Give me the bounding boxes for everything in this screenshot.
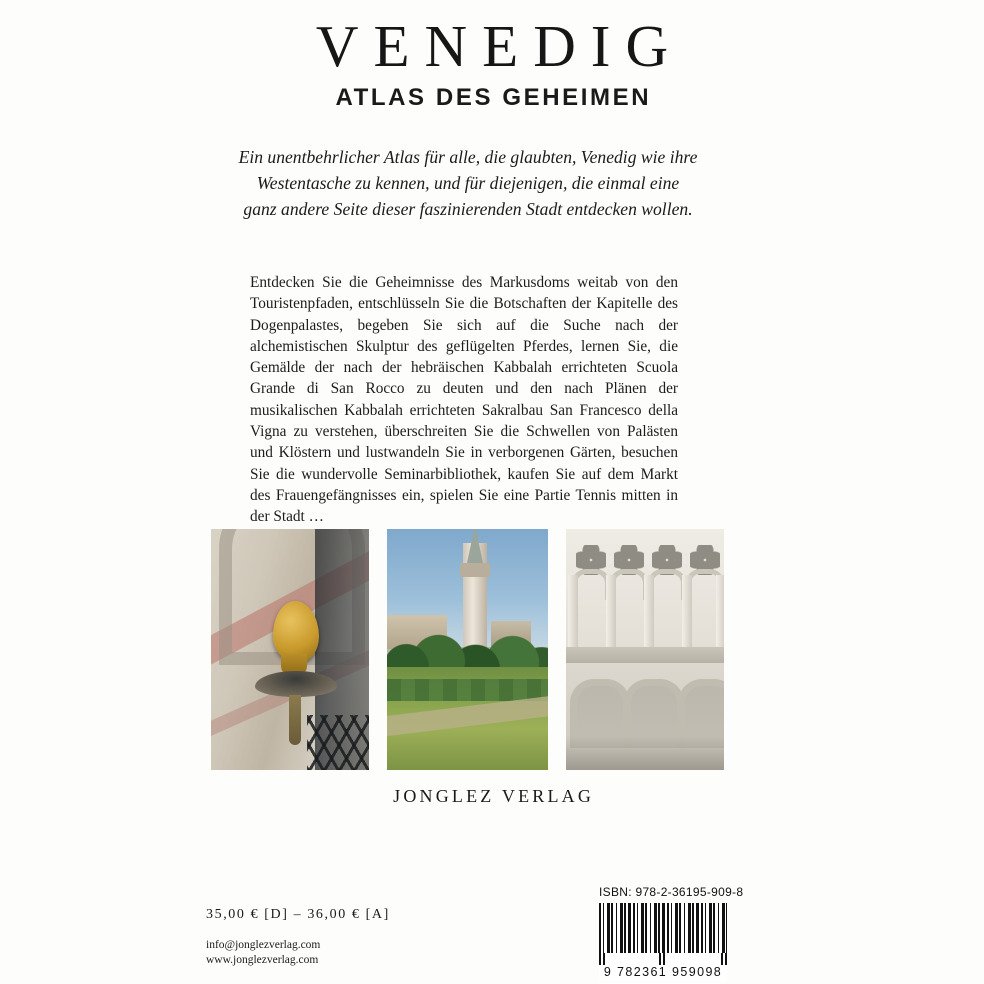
publisher-name: JONGLEZ VERLAG [393,786,595,806]
isbn-label: ISBN: 978-2-36195-909-8 [599,885,744,899]
photo-doge-palace-arcade [566,529,724,770]
photo3-upper-column [644,575,654,647]
photo2-campanile-belfry [460,563,490,577]
photo2-hedge [387,679,548,701]
contact-email: info@jonglezverlag.com [206,939,321,951]
photo1-basin [255,671,337,697]
barcode [599,903,727,981]
barcode-digits: 9 782361 959098 [603,965,723,979]
contact-website: www.jonglezverlag.com [206,954,319,966]
book-subtitle: ATLAS DES GEHEIMEN [335,84,652,111]
lead-paragraph: Ein unentbehrlicher Atlas für alle, die glaubten, Venedig wie ihre Westentasche zu kennen, und für diejenigen, die einmal eine ganz andere Seite dieser faszinierenden Stadt entdecken wollen. [238,147,698,219]
photo3-upper-column [716,575,724,647]
photo-golden-head-fountain [211,529,369,770]
body-paragraph: Entdecken Sie die Geheimnisse des Markusdoms weitab von den Touristenpfaden, entschlüsseln Sie die Botschaften der Kapitelle des Dogenpalastes, begeben Sie sich auf die Suche nach der alchemistischen Skulptur des geflügelten Pferdes, lernen Sie, die Gemälde der nach der hebräischen Kabbalah errichteten Scuola Grande di San Rocco zu deuten und den nach Plänen der musikalischen Kabbalah errichteten Sakralbau San Francesco della Vigna zu verstehen, überschreiten Sie die Schwellen von Palästen und Klöstern und lustwandeln Sie in verborgenen Gärten, besuchen Sie die wundervolle Seminarbibliothek, kaufen Sie auf dem Markt des Frauengefängnisses ein, spielen Sie eine Partie Tennis mitten in der Stadt … [250,274,678,526]
photo2-campanile-spire [467,529,483,563]
photo3-upper-column [568,575,578,647]
photo1-stem [289,695,301,745]
photo3-cornice [566,647,724,663]
photo1-iron-grille [307,715,369,770]
barcode-guard-bars [599,953,727,965]
photo3-upper-column [606,575,616,647]
contact-block [206,938,320,968]
photo-garden-with-campanile [387,529,548,770]
photo3-ground-shadow [566,736,724,770]
photo3-upper-column [682,575,692,647]
price-label: 35,00 € [D] – 36,00 € [A] [206,907,390,922]
photo-strip [211,529,724,770]
book-title: VENEDIG [315,13,684,79]
